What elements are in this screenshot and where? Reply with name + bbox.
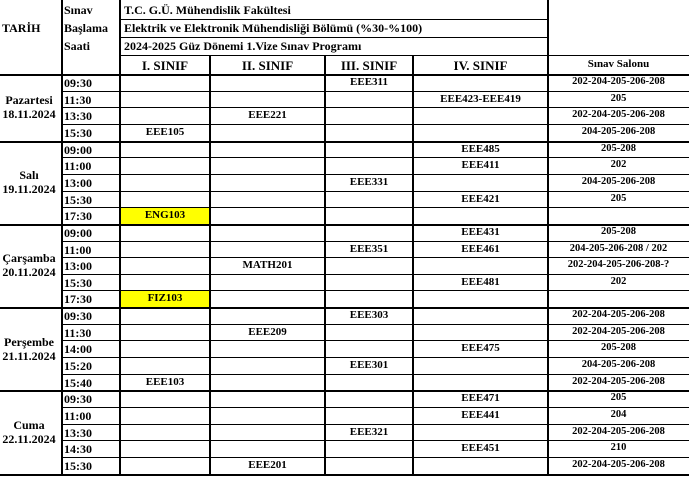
salon-cell: 202 bbox=[610, 159, 627, 171]
course-cell: EEE475 bbox=[461, 342, 500, 355]
course-cell: EEE201 bbox=[248, 458, 287, 471]
day-date: 21.11.2024 bbox=[2, 348, 56, 363]
header-line bbox=[120, 55, 548, 56]
header-line bbox=[548, 55, 689, 56]
course-cell: EEE411 bbox=[461, 159, 500, 172]
row-line bbox=[62, 157, 689, 158]
salon-cell: 202-204-205-206-208-? bbox=[567, 259, 670, 271]
row-line bbox=[62, 407, 689, 408]
course-cell: EEE103 bbox=[145, 375, 185, 388]
salon-cell: 205 bbox=[610, 192, 627, 204]
course-cell: ENG103 bbox=[144, 209, 186, 222]
time-cell: 11:00 bbox=[64, 242, 92, 257]
time-cell: 09:30 bbox=[64, 309, 92, 324]
row-line bbox=[62, 274, 689, 275]
salon-cell: 202 bbox=[610, 275, 627, 287]
course-cell: MATH201 bbox=[242, 259, 293, 272]
course-cell: EEE485 bbox=[461, 142, 500, 155]
col-line bbox=[61, 0, 63, 474]
salon-cell: 204-205-206-208 bbox=[581, 175, 656, 187]
course-cell: FIZ103 bbox=[147, 292, 183, 305]
time-cell: 09:30 bbox=[64, 76, 92, 90]
row-line bbox=[62, 440, 689, 441]
salon-cell: 202-204-205-206-208 bbox=[572, 76, 665, 87]
course-cell: EEE331 bbox=[349, 175, 389, 188]
course-cell: EEE351 bbox=[349, 242, 389, 255]
day-date: 18.11.2024 bbox=[2, 107, 56, 122]
saat-header-line: Sınav bbox=[64, 3, 93, 17]
course-cell: EEE321 bbox=[349, 425, 389, 438]
col-line bbox=[412, 55, 414, 474]
row-line bbox=[62, 241, 689, 242]
course-cell: EEE481 bbox=[461, 275, 500, 288]
column-header-salon: Sınav Salonu bbox=[587, 58, 650, 70]
col-line bbox=[547, 0, 549, 474]
salon-cell: 202-204-205-206-208 bbox=[572, 458, 665, 470]
day-date: 22.11.2024 bbox=[2, 431, 56, 446]
salon-cell: 202-204-205-206-208 bbox=[572, 375, 665, 387]
course-cell: EEE431 bbox=[461, 225, 500, 238]
salon-cell: 202-204-205-206-208 bbox=[572, 109, 665, 121]
time-cell: 13:00 bbox=[64, 175, 92, 190]
time-cell: 15:30 bbox=[64, 275, 92, 290]
time-cell: 09:30 bbox=[64, 392, 92, 407]
day-name: Cuma bbox=[13, 417, 45, 432]
time-cell: 17:30 bbox=[64, 292, 92, 307]
row-line bbox=[62, 91, 689, 92]
course-cell: EEE311 bbox=[350, 76, 388, 88]
time-cell: 11:00 bbox=[64, 409, 92, 423]
day-separator bbox=[0, 141, 689, 143]
time-cell: 14:30 bbox=[64, 442, 92, 457]
salon-cell: 205-208 bbox=[601, 142, 636, 154]
time-cell: 13:30 bbox=[64, 109, 92, 124]
course-cell: EEE221 bbox=[248, 109, 287, 122]
time-cell: 15:40 bbox=[64, 375, 92, 390]
tarih-header: TARİH bbox=[2, 21, 41, 35]
course-cell: EEE451 bbox=[461, 442, 500, 455]
row-line bbox=[62, 124, 689, 125]
course-cell: EEE471 bbox=[461, 392, 500, 405]
salon-cell: 202-204-205-206-208 bbox=[572, 309, 665, 321]
row-line bbox=[62, 357, 689, 358]
salon-cell: 202-204-205-206-208 bbox=[572, 325, 665, 337]
title-line: T.C. G.Ü. Mühendislik Fakültesi bbox=[124, 3, 291, 17]
course-cell: EEE441 bbox=[461, 409, 500, 421]
row-line bbox=[62, 424, 689, 425]
day-name: Perşembe bbox=[4, 334, 54, 349]
day-name: Salı bbox=[19, 168, 39, 183]
row-line bbox=[62, 257, 689, 258]
salon-cell: 205-208 bbox=[601, 225, 636, 237]
course-cell: EEE461 bbox=[461, 242, 500, 255]
course-cell: EEE423-EEE419 bbox=[440, 92, 521, 105]
col-line bbox=[119, 0, 121, 474]
salon-cell: 204-205-206-208 / 202 bbox=[569, 242, 668, 254]
header-line bbox=[120, 37, 548, 38]
time-cell: 15:30 bbox=[64, 458, 92, 473]
row-line bbox=[62, 324, 689, 325]
salon-cell: 205-208 bbox=[601, 342, 636, 354]
salon-cell: 202-204-205-206-208 bbox=[572, 425, 665, 437]
row-line bbox=[62, 107, 689, 108]
column-header-sinif3: III. SINIF bbox=[340, 58, 398, 73]
time-cell: 15:30 bbox=[64, 125, 92, 140]
course-cell: EEE421 bbox=[461, 192, 500, 205]
day-name: Çarşamba bbox=[2, 251, 56, 266]
time-cell: 15:20 bbox=[64, 359, 92, 374]
salon-cell: 204 bbox=[610, 409, 627, 420]
col-line bbox=[209, 55, 211, 474]
day-date: 20.11.2024 bbox=[2, 265, 56, 280]
time-cell: 09:00 bbox=[64, 142, 92, 157]
day-separator bbox=[0, 474, 689, 476]
course-cell: EEE301 bbox=[349, 359, 389, 372]
saat-header-line: Saati bbox=[64, 39, 91, 53]
salon-cell: 205 bbox=[610, 92, 627, 104]
course-cell: EEE303 bbox=[349, 309, 389, 322]
row-line bbox=[62, 174, 689, 175]
salon-cell: 204-205-206-208 bbox=[581, 125, 656, 137]
col-line bbox=[324, 55, 326, 474]
time-cell: 11:30 bbox=[64, 325, 92, 340]
column-header-sinif2: II. SINIF bbox=[241, 58, 294, 73]
salon-cell: 204-205-206-208 bbox=[581, 359, 656, 371]
row-line bbox=[62, 191, 689, 192]
course-cell: EEE209 bbox=[248, 325, 287, 338]
row-line bbox=[62, 374, 689, 375]
day-date: 19.11.2024 bbox=[2, 182, 56, 197]
time-cell: 13:30 bbox=[64, 425, 92, 440]
column-header-sinif1: I. SINIF bbox=[141, 58, 189, 73]
time-cell: 17:30 bbox=[64, 209, 92, 224]
day-name: Pazartesi bbox=[5, 93, 53, 108]
row-line bbox=[62, 457, 689, 458]
title-line: 2024-2025 Güz Dönemi 1.Vize Sınav Programı bbox=[124, 39, 362, 53]
title-line: Elektrik ve Elektronik Mühendisliği Bölümü (%30-%100) bbox=[124, 21, 423, 35]
course-cell: EEE105 bbox=[145, 125, 185, 138]
time-cell: 14:00 bbox=[64, 342, 92, 357]
row-line bbox=[62, 340, 689, 341]
saat-header-line: Başlama bbox=[64, 21, 109, 35]
time-cell: 11:30 bbox=[64, 92, 92, 107]
salon-cell: 205 bbox=[610, 392, 627, 404]
time-cell: 09:00 bbox=[64, 225, 92, 240]
time-cell: 13:00 bbox=[64, 259, 92, 274]
column-header-sinif4: IV. SINIF bbox=[453, 58, 508, 73]
time-cell: 11:00 bbox=[64, 159, 92, 174]
salon-cell: 210 bbox=[610, 442, 627, 454]
day-separator bbox=[0, 224, 689, 226]
header-line bbox=[120, 19, 548, 20]
day-separator bbox=[0, 390, 689, 392]
time-cell: 15:30 bbox=[64, 192, 92, 207]
